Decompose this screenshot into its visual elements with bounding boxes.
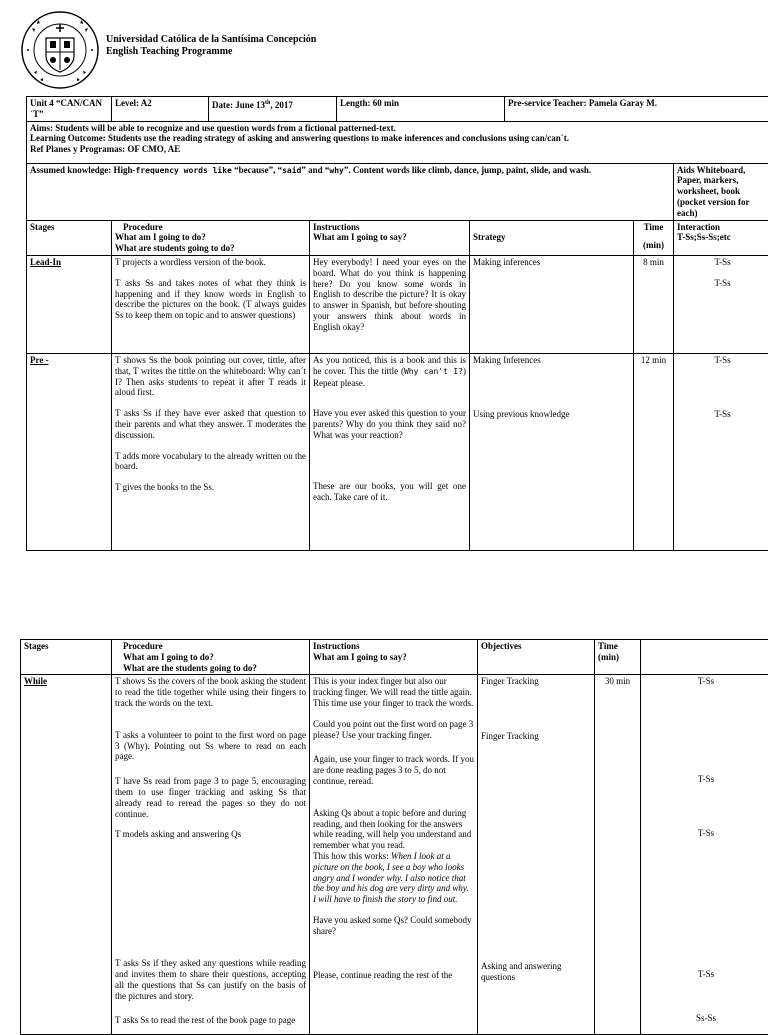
lead-in-time: 8 min (634, 255, 674, 353)
length-cell: Length: 60 min (337, 97, 505, 122)
pre-row (27, 353, 768, 550)
strategy-header: Strategy (470, 220, 634, 255)
assumed-knowledge-cell: Assumed knowledge: High-frequency words like “because”, “said” and “why”. Content words like climb, dance, jump, paint, slide, and wash. (27, 163, 674, 220)
lead-in-interaction: T-Ss T-Ss (674, 255, 768, 353)
pre-procedure: T shows Ss the book pointing out cover, tittle, after that, T writes the tittle on the whiteboard: Why can´t I? Then asks students to repeat it after T reads it aloud first. T asks Ss if they have ever asked that question to their parents and what they answer. T moderates the discussion. T adds more vocabulary to the already written on the board. T gives the books to the Ss. (112, 353, 310, 550)
stages-header-2: Stages (21, 640, 112, 675)
stage-pre: Pre - (27, 353, 112, 550)
level-cell: Level: A2 (112, 97, 209, 122)
while-time: 30 min (595, 675, 641, 1035)
aims-row (27, 121, 768, 163)
time-header: Time (min) (634, 220, 674, 255)
objectives-header: Objectives (478, 640, 595, 675)
instructions-header-2: Instructions What am I going to say? (310, 640, 478, 675)
pre-time: 12 min (634, 353, 674, 550)
procedure-header: Procedure What am I going to do? What are students going to do? (112, 220, 310, 255)
while-objectives: Finger Tracking Finger Tracking Asking and answering questions (478, 675, 595, 1035)
stage-while: While (21, 675, 112, 1035)
time-header-2: Time (min) (595, 640, 641, 675)
pre-instructions: As you noticed, this is a book and this is he cover. This the tittle (Why can't I?) Repeat please. Have you ever asked this question to your parents? Why do you think they said no? What was your reaction? These are our books, you will get one each. Take care of it. (310, 353, 470, 550)
aims-cell: Aims: Students will be able to recognize and use question words from a fictional patterned-text. Learning Outcome: Students use the reading strategy of asking and answering questions to make inferences and conclusions using can/can´t. Ref Planes y Programas: OF CMO, AE (27, 121, 768, 163)
knowledge-row (27, 163, 768, 220)
lead-in-instructions: Hey everybody! I need your eyes on the board. What do you think is happening here? Do you know some words in English to describe the picture? It is okay to answer in Spanish, but before shouting your answers think about words in English okay? (310, 255, 470, 353)
teacher-cell: Pre-service Teacher: Pamela Garay M. (505, 97, 768, 122)
while-row (21, 675, 768, 1035)
lesson-plan-table-2 (20, 639, 768, 1035)
empty-header-cell (641, 640, 768, 675)
pre-strategy: Making Inferences Using previous knowledge (470, 353, 634, 550)
stages-header: Stages (27, 220, 112, 255)
institution-header (106, 34, 316, 58)
date-cell: Date: June 13th, 2017 (209, 97, 337, 122)
table2-header-row (21, 640, 768, 675)
interaction-header: Interaction T-Ss;Ss-Ss;etc (674, 220, 768, 255)
university-seal (20, 10, 100, 90)
table1-header-row (27, 220, 768, 255)
leadin-row (27, 255, 768, 353)
procedure-header-2: Procedure What am I going to do? What are the students going to do? (112, 640, 310, 675)
aids-cell: Aids Whiteboard, Paper, markers, worksheet, book (pocket version for each) (674, 163, 768, 220)
while-interaction: T-Ss T-Ss T-Ss T-Ss Ss-Ss (641, 675, 768, 1035)
pre-interaction: T-Ss T-Ss (674, 353, 768, 550)
while-procedure: T shows Ss the covers of the book asking the student to read the title together while using their fingers to track the words on the text. T asks a volunteer to point to the first word on page 3 (Why). Pointing out Ss where to read on each page. T have Ss read from page 3 to page 5, encouraging them to use finger tracking and asking Ss that already read to reread the pages so they do not continue. T models asking and answering Qs T asks Ss if they asked any questions while reading and invites them to share their questions, accepting all the questions that Ss can justify on the basis of the pictures and story. T asks Ss to read the rest of the book page to page (112, 675, 310, 1035)
lesson-plan-table-1 (26, 96, 768, 551)
while-instructions: This is your index finger but also our tracking finger. We will read the tittle again. This time use your finger to track the words. Could you point out the first word on page 3 please? Use your tracking finger. Again, use your finger to track words. If you are done reading pages 3 to 5, do not continue, reread. Asking Qs about a topic before and during reading, and then looking for the answers while reading, will help you understand and remember what you read. This how this works: When I look at a picture on the book, I see a boy who looks angry and I wonder why. I also notice that the boy and his dog are very dirty and why. I will have to finish the story to find out. Have you asked some Qs? Could somebody share? Please, continue reading the rest of the (310, 675, 478, 1035)
lead-in-procedure: T projects a wordless version of the book. T asks Ss and takes notes of what they think is happening and if they know words in English to describe the pictures on the book. (T always guides Ss to keep them on topic and to answer questions) (112, 255, 310, 353)
unit-cell: Unit 4 “CAN/CAN´T” (27, 97, 112, 122)
programme-name: English Teaching Programme (106, 46, 316, 58)
stage-lead-in: Lead-In (27, 255, 112, 353)
lead-in-strategy: Making inferences (470, 255, 634, 353)
instructions-header: Instructions What am I going to say? (310, 220, 470, 255)
university-name: Universidad Católica de la Santísima Concepción (106, 34, 316, 46)
info-row (27, 97, 768, 122)
